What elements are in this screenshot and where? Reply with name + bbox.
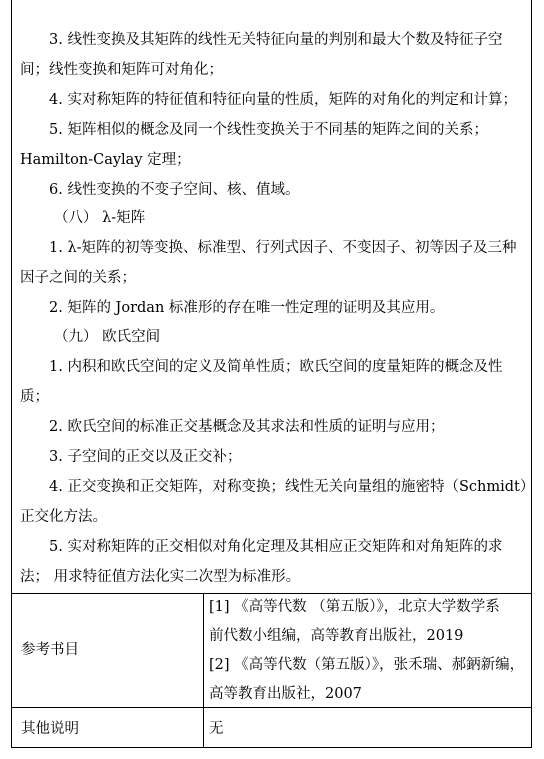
section-heading: （九） 欧氏空间 [54, 329, 161, 345]
content-line: 质； [20, 389, 49, 405]
content-line: 间；线性变换和矩阵可对角化； [20, 62, 223, 78]
content-line: 3. 子空间的正交以及正交补； [49, 449, 242, 465]
content-line: 2. 欧氏空间的标准正交基概念及其求法和性质的证明与应用； [49, 419, 445, 435]
content-line: 1. 内积和欧氏空间的定义及简单性质；欧氏空间的度量矩阵的概念及性 [49, 359, 503, 375]
content-line: 正交化方法。 [20, 509, 107, 525]
content-line: 3. 线性变换及其矩阵的线性无关特征向量的判别和最大个数及特征子空 [49, 32, 503, 48]
column-divider [203, 593, 204, 748]
other-value: 无 [209, 721, 224, 737]
content-line: 2. 矩阵的 Jordan 标准形的存在唯一性定理的证明及其应用。 [49, 300, 445, 316]
row-divider [12, 593, 531, 594]
content-line: 6. 线性变换的不变子空间、核、值域。 [49, 182, 300, 198]
reference-line: 前代数小组编，高等教育出版社，2019 [209, 628, 464, 644]
section-heading: （八） λ-矩阵 [54, 210, 146, 226]
reference-line: [2] 《高等代数（第五版）》，张禾瑞、郝鈵新编， [209, 657, 525, 673]
content-line: 4. 实对称矩阵的特征值和特征向量的性质，矩阵的对角化的判定和计算； [49, 92, 517, 108]
content-line: 5. 矩阵相似的概念及同一个线性变换关于不同基的矩阵之间的关系； [49, 122, 488, 138]
other-label: 其他说明 [21, 721, 79, 737]
syllabus-table [11, 0, 535, 748]
content-line: 4. 正交变换和正交矩阵，对称变换；线性无关向量组的施密特（Schmidt） [49, 479, 535, 495]
content-line: 因子之间的关系； [20, 270, 136, 286]
content-line: 1. λ-矩阵的初等变换、标准型、行列式因子、不变因子、初等因子及三种 [49, 240, 517, 256]
references-label: 参考书目 [21, 642, 79, 658]
content-line: 5. 实对称矩阵的正交相似对角化定理及其相应正交矩阵和对角矩阵的求 [49, 539, 503, 555]
content-line: Hamilton-Caylay 定理； [20, 152, 191, 168]
row-divider [12, 707, 531, 708]
content-line: 法； 用求特征值方法化实二次型为标准形。 [20, 569, 301, 585]
reference-line: 高等教育出版社，2007 [209, 686, 362, 702]
reference-line: [1] 《高等代数 （第五版）》，北京大学数学系 [209, 599, 500, 615]
